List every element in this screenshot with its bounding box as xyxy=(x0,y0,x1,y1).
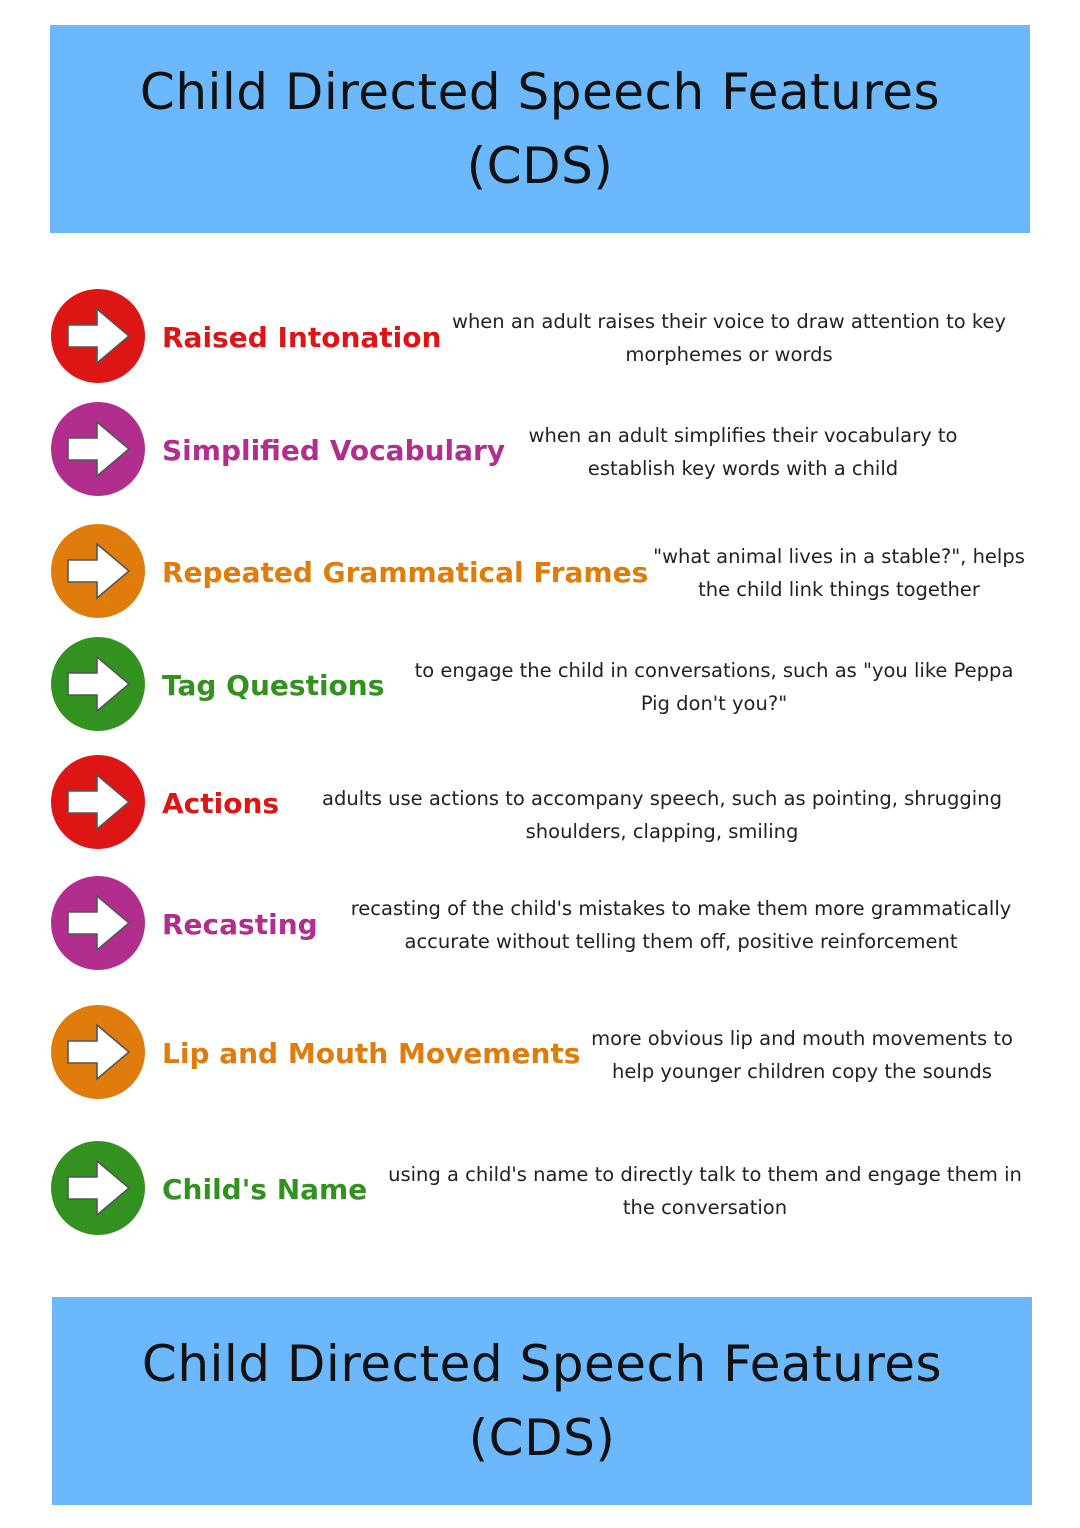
feature-term: Child's Name xyxy=(162,1173,368,1206)
feature-description-line: shoulders, clapping, smiling xyxy=(525,820,799,843)
feature-term: Lip and Mouth Movements xyxy=(162,1037,581,1070)
feature-term: Tag Questions xyxy=(162,669,385,702)
feature-description-line: "what animal lives in a stable?", helps xyxy=(653,545,1025,568)
feature-term: Raised Intonation xyxy=(162,321,442,354)
feature-description xyxy=(430,305,1028,371)
arrow-right-icon xyxy=(51,524,145,618)
feature-description-line: morphemes or words xyxy=(625,343,833,366)
feature-description-line: the conversation xyxy=(622,1196,788,1219)
feature-description xyxy=(368,1158,1042,1224)
arrow-right-icon xyxy=(51,289,145,383)
feature-description xyxy=(640,540,1038,606)
arrow-right-icon xyxy=(51,637,145,731)
feature-term: Recasting xyxy=(162,908,318,941)
arrow-right-icon xyxy=(51,1005,145,1099)
page-title-line1: Child Directed Speech Features xyxy=(139,63,941,121)
feature-description-line: to engage the child in conversations, such as "you like Peppa xyxy=(414,659,1014,682)
feature-description-line: when an adult simplifies their vocabulary to xyxy=(528,424,958,447)
feature-term: Repeated Grammatical Frames xyxy=(162,556,649,589)
arrow-right-icon xyxy=(51,1141,145,1235)
feature-description-line: the child link things together xyxy=(698,578,980,601)
header-banner xyxy=(50,25,1030,233)
feature-description-line: when an adult raises their voice to draw attention to key xyxy=(452,310,1006,333)
feature-description-line: adults use actions to accompany speech, such as pointing, shrugging xyxy=(322,787,1002,810)
footer-banner xyxy=(52,1297,1032,1505)
feature-description-line: accurate without telling them off, positive reinforcement xyxy=(404,930,958,953)
page-title-line2: (CDS) xyxy=(466,137,614,195)
feature-description xyxy=(576,1022,1028,1088)
feature-description-line: using a child's name to directly talk to them and engage them in xyxy=(388,1163,1022,1186)
footer-title-line1: Child Directed Speech Features xyxy=(141,1335,943,1393)
feature-description-line: more obvious lip and mouth movements to xyxy=(591,1027,1013,1050)
feature-description xyxy=(508,419,978,485)
feature-description xyxy=(296,782,1028,848)
arrow-right-icon xyxy=(51,755,145,849)
arrow-right-icon xyxy=(51,876,145,970)
feature-description xyxy=(326,892,1036,958)
feature-description-line: establish key words with a child xyxy=(587,457,899,480)
feature-term: Simplified Vocabulary xyxy=(162,434,506,467)
feature-description xyxy=(392,654,1036,720)
feature-description-line: recasting of the child's mistakes to make them more grammatically xyxy=(350,897,1012,920)
feature-description-line: Pig don't you?" xyxy=(640,692,788,715)
feature-description-line: help younger children copy the sounds xyxy=(612,1060,992,1083)
footer-title-line2: (CDS) xyxy=(468,1409,616,1467)
feature-term: Actions xyxy=(162,787,280,820)
arrow-right-icon xyxy=(51,402,145,496)
